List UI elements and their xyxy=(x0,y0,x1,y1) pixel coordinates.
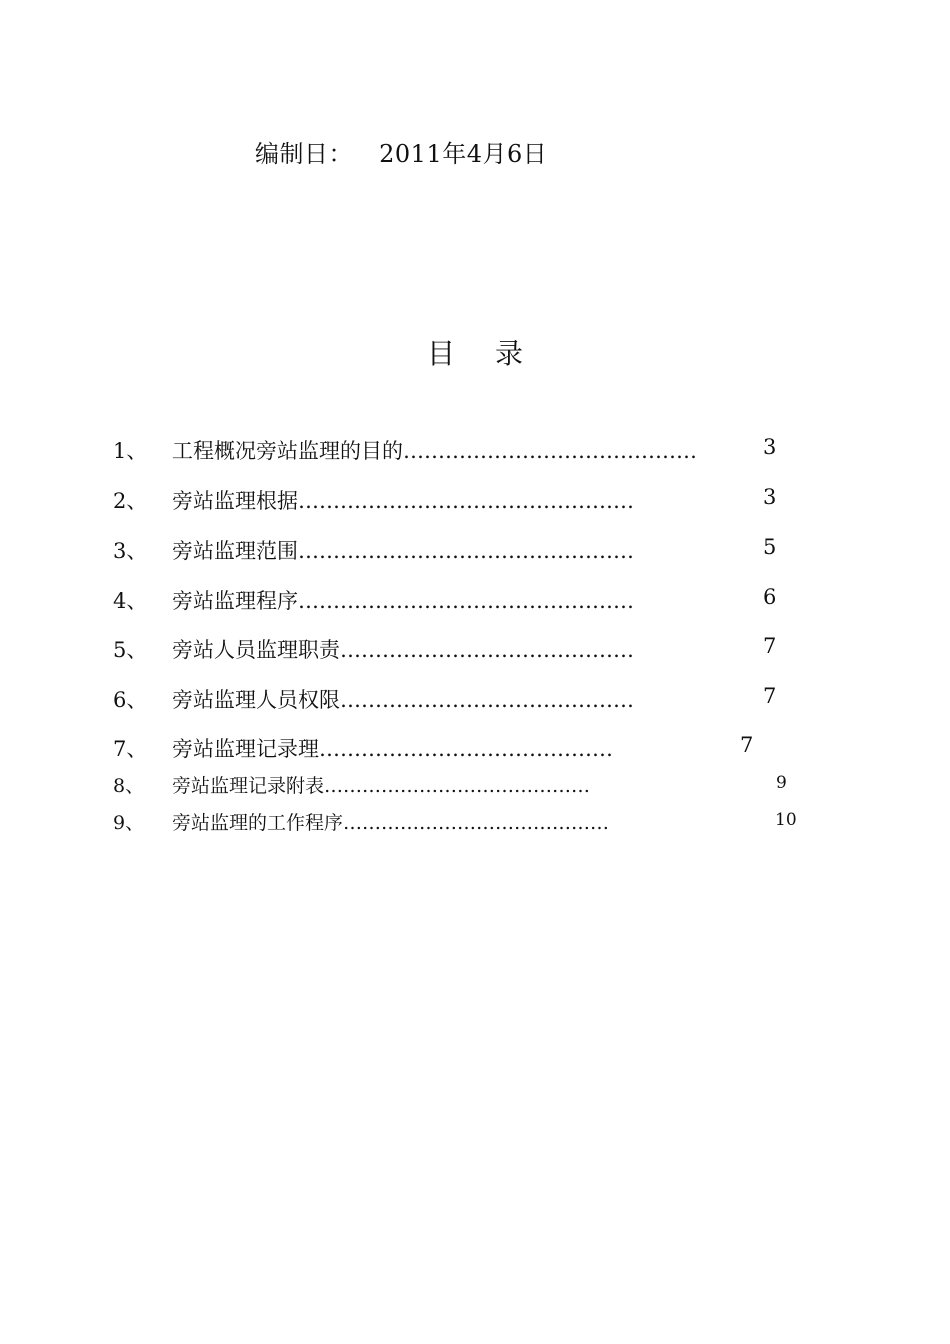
toc-leader: …………………………………… xyxy=(403,439,697,463)
toc-leader: …………………………………… xyxy=(319,737,613,761)
toc-item-title: 旁站监理范围………………………………………… xyxy=(172,539,634,563)
toc-leader: …………………………………… xyxy=(324,775,591,797)
toc-item-title: 旁站监理程序………………………………………… xyxy=(172,589,634,613)
toc-item-title: 旁站人员监理职责…………………………………… xyxy=(172,638,634,662)
date-label: 编制日： xyxy=(255,140,353,168)
toc-item[interactable] xyxy=(0,634,950,664)
compile-date xyxy=(255,134,547,169)
date-value: 2011年4月6日 xyxy=(379,140,548,168)
toc-item[interactable] xyxy=(0,733,950,763)
toc-leader: …………………………………… xyxy=(340,638,634,662)
toc-item-number: 2、 xyxy=(113,489,148,513)
toc-item-number: 4、 xyxy=(113,589,148,613)
toc-item[interactable] xyxy=(0,684,950,714)
toc-item[interactable] xyxy=(0,771,950,801)
toc-item-page: 7 xyxy=(763,634,777,658)
toc-item-page: 7 xyxy=(763,684,777,708)
toc-item[interactable] xyxy=(0,585,950,615)
toc-item-number: 3、 xyxy=(113,539,148,563)
toc-item-number: 8、 xyxy=(113,775,145,797)
toc-item-title: 旁站监理的工作程序…………………………………… xyxy=(172,812,610,834)
toc-leader: …………………………………… xyxy=(343,812,610,834)
toc-item-title: 工程概况旁站监理的目的…………………………………… xyxy=(172,439,697,463)
toc-title: 目录 xyxy=(426,337,563,370)
toc-leader: ………………………………………… xyxy=(298,489,634,513)
toc-item-page: 3 xyxy=(763,435,777,459)
toc-item-title: 旁站监理根据………………………………………… xyxy=(172,489,634,513)
toc-leader: ………………………………………… xyxy=(298,539,634,563)
toc-item[interactable] xyxy=(0,808,950,838)
toc-leader: ………………………………………… xyxy=(298,589,634,613)
toc-item[interactable] xyxy=(0,435,950,465)
toc-item-page: 6 xyxy=(763,585,777,609)
toc-item-number: 7、 xyxy=(113,737,148,761)
toc-item-title: 旁站监理记录理…………………………………… xyxy=(172,737,613,761)
toc-item-title: 旁站监理人员权限…………………………………… xyxy=(172,688,634,712)
toc-item-page: 3 xyxy=(763,485,777,509)
toc-item-number: 5、 xyxy=(113,638,148,662)
toc-item[interactable] xyxy=(0,485,950,515)
toc-item-title: 旁站监理记录附表…………………………………… xyxy=(172,775,591,797)
toc-item-number: 6、 xyxy=(113,688,148,712)
toc-item-page: 9 xyxy=(776,773,787,793)
toc-item-page: 10 xyxy=(775,810,797,830)
toc-item-page: 7 xyxy=(740,733,754,757)
toc-item-page: 5 xyxy=(763,535,777,559)
toc-item[interactable] xyxy=(0,535,950,565)
toc-leader: …………………………………… xyxy=(340,688,634,712)
toc-item-number: 1、 xyxy=(113,439,148,463)
toc-item-number: 9、 xyxy=(113,812,145,834)
